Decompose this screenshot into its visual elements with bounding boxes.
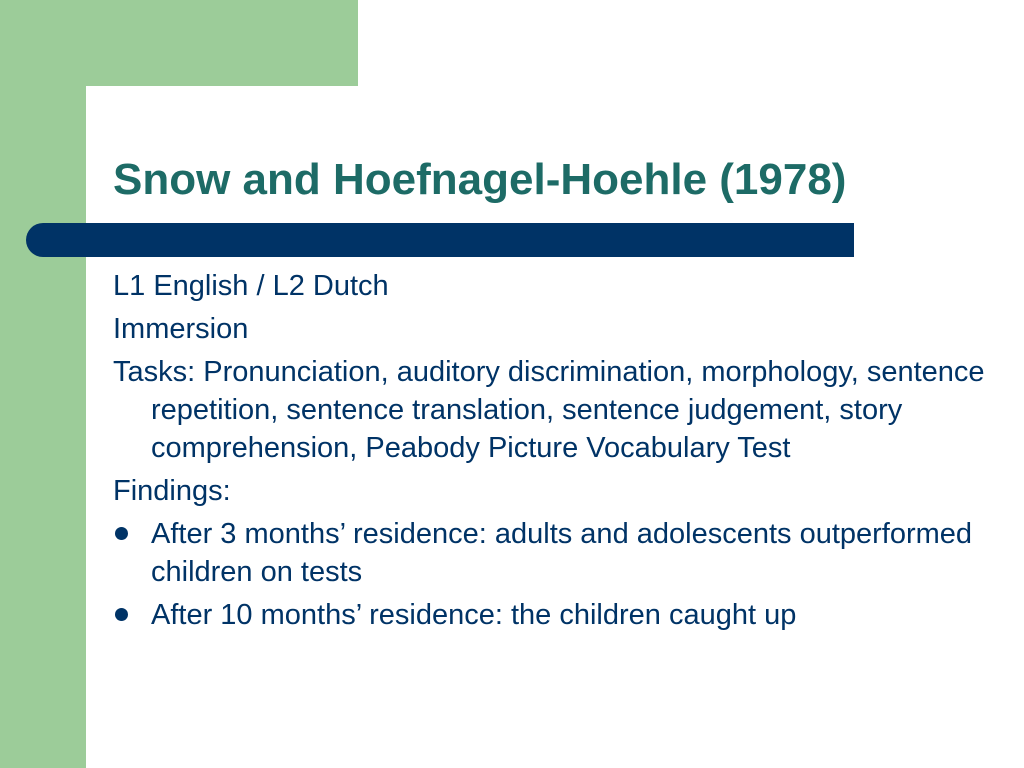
top-accent-bar (0, 0, 358, 86)
slide-body (113, 267, 993, 639)
body-line-languages: L1 English / L2 Dutch (113, 270, 389, 302)
body-line-immersion: Immersion (113, 313, 249, 345)
left-accent-bar (0, 0, 86, 768)
slide-title: Snow and Hoefnagel-Hoehle (1978) (113, 155, 847, 204)
bullet-dot-icon (115, 608, 128, 621)
finding-bullet-text: After 3 months’ residence: adults and adolescents outperformed children on tests (151, 518, 973, 588)
body-line-findings: Findings: (113, 475, 231, 507)
finding-bullet-item (113, 515, 993, 591)
body-line-tasks: Tasks: Pronunciation, auditory discrimination, morphology, sentence repetition, sentence translation, sentence judgement, story comprehension, Peabody Picture Vocabulary Test (113, 356, 985, 464)
finding-bullet-item (113, 596, 993, 634)
finding-bullet-text: After 10 months’ residence: the children caught up (151, 599, 797, 631)
title-divider-bar (26, 223, 854, 257)
bullet-dot-icon (115, 527, 128, 540)
